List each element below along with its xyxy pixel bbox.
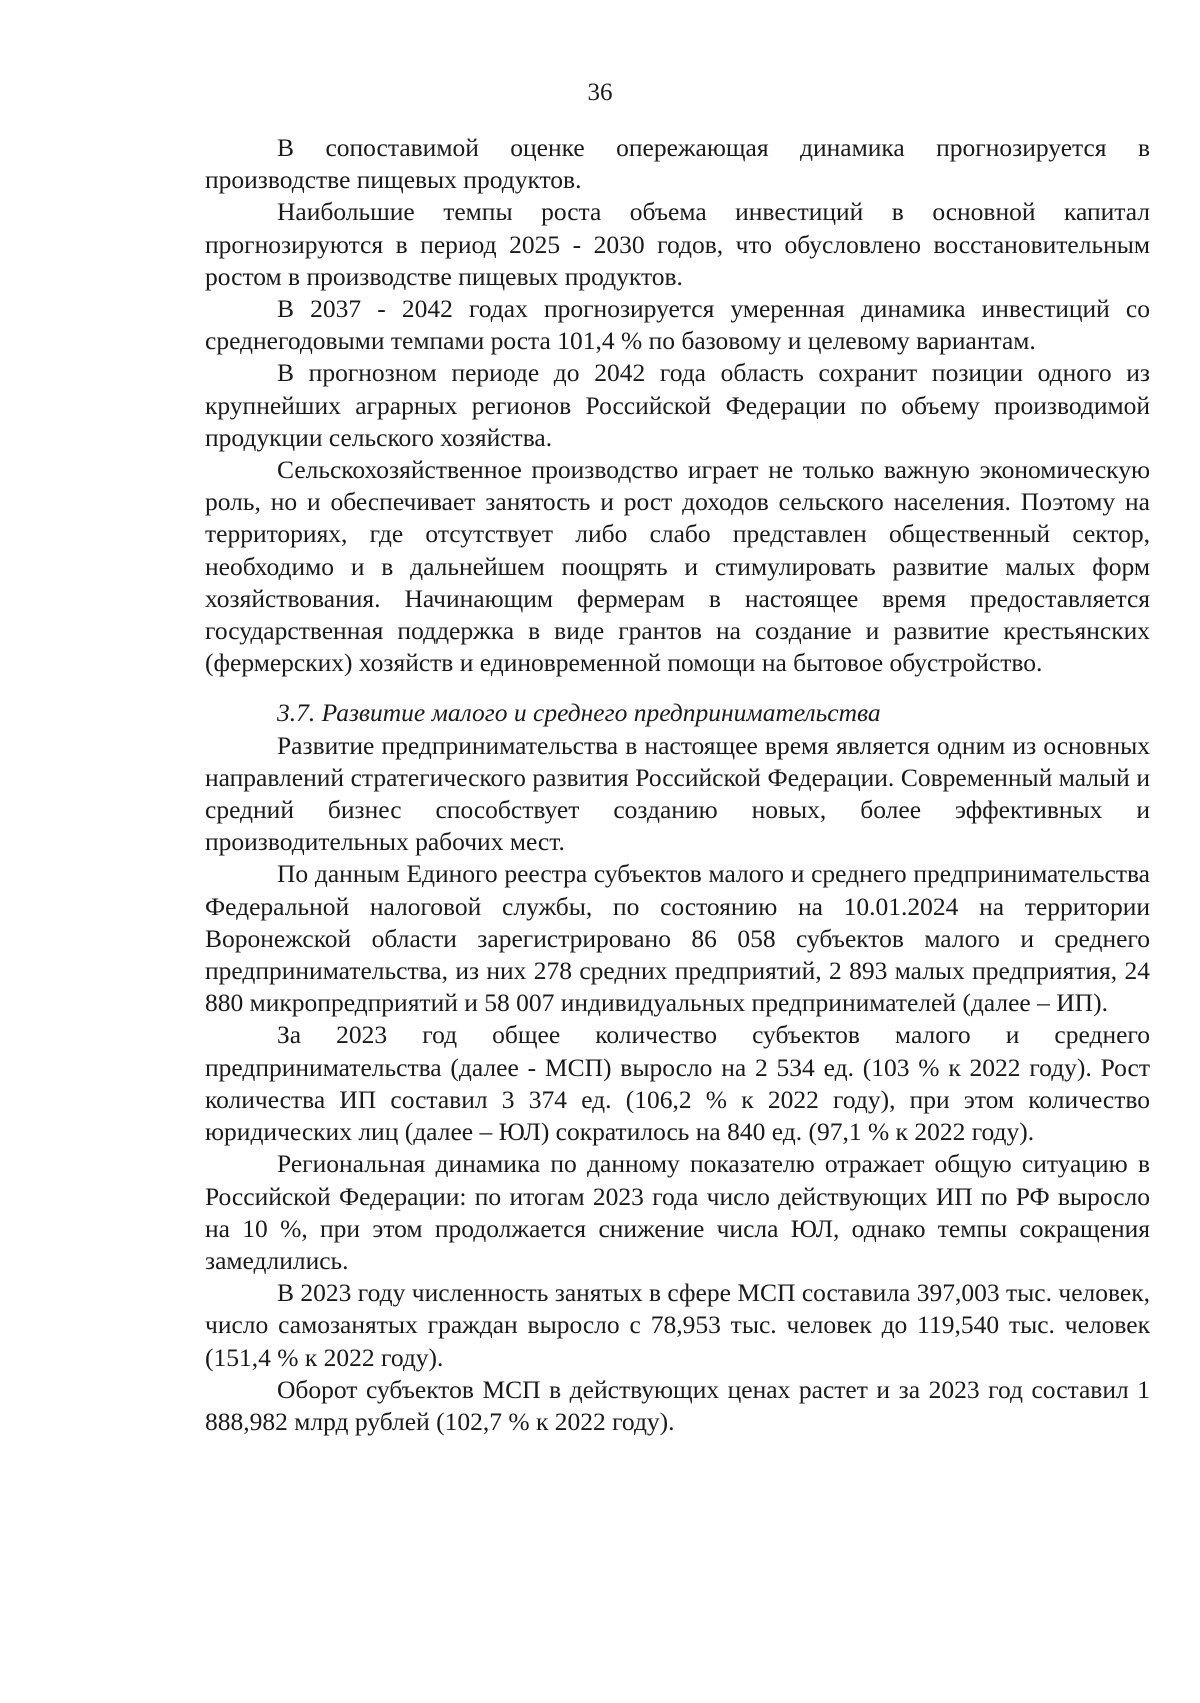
paragraph: За 2023 год общее количество субъектов малого и среднего предпринимательства (далее - МСП) выросло на 2 534 ед. (103 % к 2022 году). Рост количества ИП составил 3 374 ед. (106,2 % к 2022 году), при этом количество юридических лиц (далее – ЮЛ) сократилось на 840 ед. (97,1 % к 2022 году). <box>205 1020 1150 1147</box>
paragraph: Развитие предпринимательства в настоящее время является одним из основных направлений стратегического развития Российской Федерации. Современный малый и средний бизнес способствует созданию новых, более эффективных и производительных рабочих мест. <box>205 730 1150 857</box>
paragraph: В 2037 - 2042 годах прогнозируется умеренная динамика инвестиций со среднегодовыми темпами роста 101,4 % по базовому и целевому вариантам. <box>205 294 1150 356</box>
paragraph: Наибольшие темпы роста объема инвестиций в основной капитал прогнозируются в период 2025 - 2030 годов, что обусловлено восстановительным ростом в производстве пищевых продуктов. <box>205 197 1150 291</box>
paragraph: По данным Единого реестра субъектов малого и среднего предпринимательства Федеральной налоговой службы, по состоянию на 10.01.2024 на территории Воронежской области зарегистрировано 86 058 субъектов малого и среднего предпринимательства, из них 278 средних предприятий, 2 893 малых предприятия, 24 880 микропредприятий и 58 007 индивидуальных предпринимателей (далее – ИП). <box>205 859 1150 1018</box>
paragraph: Сельскохозяйственное производство играет не только важную экономическую роль, но и обеспечивает занятость и рост доходов сельского населения. Поэтому на территориях, где отсутствует либо слабо представлен общественный сектор, необходимо и в дальнейшем поощрять и стимулировать развитие малых форм хозяйствования. Начинающим фермерам в настоящее время предоставляется государственная поддержка в виде грантов на создание и развитие крестьянских (фермерских) хозяйств и единовременной помощи на бытовое обустройство. <box>205 455 1150 678</box>
paragraph: Региональная динамика по данному показателю отражает общую ситуацию в Российской Федерации: по итогам 2023 года число действующих ИП по РФ выросло на 10 %, при этом продолжается снижение числа ЮЛ, однако темпы сокращения замедлились. <box>205 1149 1150 1275</box>
paragraph: В сопоставимой оценке опережающая динамика прогнозируется в производстве пищевых продуктов. <box>205 133 1150 195</box>
section-heading: 3.7. Развитие малого и среднего предпринимательства <box>277 698 881 728</box>
document-body <box>205 132 1150 1438</box>
paragraph: В 2023 году численность занятых в сфере МСП составила 397,003 тыс. человек, число самозанятых граждан выросло с 78,953 тыс. человек до 119,540 тыс. человек (151,4 % к 2022 году). <box>205 1278 1150 1372</box>
paragraph: В прогнозном периоде до 2042 года область сохранит позиции одного из крупнейших аграрных регионов Российской Федерации по объему производимой продукции сельского хозяйства. <box>205 358 1150 452</box>
page-number: 36 <box>587 79 613 106</box>
paragraph: Оборот субъектов МСП в действующих ценах растет и за 2023 год составил 1 888,982 млрд рублей (102,7 % к 2022 году). <box>205 1374 1150 1436</box>
